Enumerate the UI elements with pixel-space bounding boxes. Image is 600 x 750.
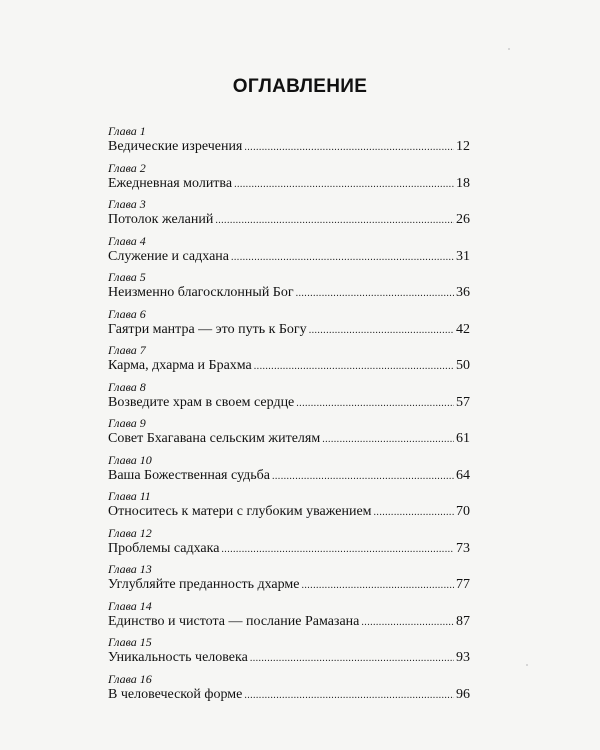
chapter-title: Карма, дхарма и Брахма xyxy=(108,358,252,373)
chapter-label: Глава 13 xyxy=(108,562,152,576)
toc-line xyxy=(108,576,470,594)
chapter-label: Глава 2 xyxy=(108,160,146,175)
toc-line xyxy=(108,503,470,521)
dot-leader xyxy=(272,468,454,486)
chapter-title: Гаятри мантра — это путь к Богу xyxy=(108,321,307,337)
toc-entry xyxy=(108,453,470,490)
page-title: ОГЛАВЛЕНИЕ xyxy=(232,76,368,97)
chapter-label: Глава 1 xyxy=(108,124,146,138)
toc-line xyxy=(108,138,470,156)
chapter-title: Ежедневная молитва xyxy=(108,175,233,191)
page-number: 96 xyxy=(456,686,470,702)
page-number: 26 xyxy=(456,212,470,227)
chapter-title: Потолок желаний xyxy=(108,212,214,227)
toc-entry xyxy=(108,526,470,563)
dot-leader xyxy=(296,285,454,303)
toc-entry xyxy=(108,343,470,380)
page-number: 93 xyxy=(456,650,470,665)
chapter-label: Глава 8 xyxy=(108,379,146,394)
dot-leader xyxy=(221,541,454,559)
chapter-label: Глава 14 xyxy=(108,598,152,613)
toc-line xyxy=(108,211,470,229)
chapter-label: Глава 3 xyxy=(108,197,146,211)
chapter-label: Глава 5 xyxy=(108,270,146,284)
toc-entry xyxy=(108,635,470,672)
page-number: 31 xyxy=(456,248,470,264)
chapter-title: Единство и чистота — послание Рамазана xyxy=(108,613,360,629)
toc-entry xyxy=(108,489,470,526)
chapter-title: Относитесь к матери с глубоким уважением xyxy=(108,504,372,519)
chapter-label: Глава 7 xyxy=(108,343,146,357)
chapter-label: Глава 6 xyxy=(108,306,146,321)
toc-entry xyxy=(108,124,470,161)
chapter-label: Глава 16 xyxy=(108,671,152,686)
page-number: 42 xyxy=(456,321,470,337)
toc-line xyxy=(108,430,470,448)
dot-leader xyxy=(296,395,454,413)
toc-line xyxy=(108,613,470,631)
chapter-label: Глава 11 xyxy=(108,489,151,503)
table-of-contents xyxy=(108,124,470,708)
toc-entry xyxy=(108,672,470,709)
chapter-title: Проблемы садхака xyxy=(108,540,220,556)
chapter-title: Неизменно благосклонный Бог xyxy=(108,285,294,300)
chapter-label: Глава 12 xyxy=(108,525,152,540)
chapter-title: Совет Бхагавана сельским жителям xyxy=(108,431,321,446)
dot-leader xyxy=(254,358,454,376)
dot-leader xyxy=(215,212,454,230)
dot-leader xyxy=(322,431,454,449)
chapter-title: Ведические изречения xyxy=(108,139,243,154)
page-number: 50 xyxy=(456,358,470,373)
dot-leader xyxy=(231,249,454,267)
chapter-title: Уникальность человека xyxy=(108,650,248,665)
toc-entry xyxy=(108,307,470,344)
toc-entry xyxy=(108,562,470,599)
toc-entry xyxy=(108,270,470,307)
toc-entry xyxy=(108,380,470,417)
dot-leader xyxy=(374,504,454,522)
chapter-label: Глава 15 xyxy=(108,635,152,649)
dot-leader xyxy=(244,139,454,157)
chapter-title: Служение и садхана xyxy=(108,248,229,264)
toc-entry xyxy=(108,599,470,636)
toc-entry xyxy=(108,234,470,271)
toc-line xyxy=(108,649,470,667)
chapter-label: Глава 9 xyxy=(108,416,146,430)
page-number: 36 xyxy=(456,285,470,300)
dot-leader xyxy=(250,650,454,668)
page-number: 61 xyxy=(456,431,470,446)
page-number: 77 xyxy=(456,577,470,592)
toc-line xyxy=(108,284,470,302)
dot-leader xyxy=(244,687,454,705)
dot-leader xyxy=(301,577,454,595)
toc-entry xyxy=(108,416,470,453)
chapter-title: Углубляйте преданность дхарме xyxy=(108,577,300,592)
toc-line xyxy=(108,321,470,339)
page-number: 73 xyxy=(456,540,470,556)
chapter-label: Глава 10 xyxy=(108,452,152,467)
chapter-label: Глава 4 xyxy=(108,233,146,248)
chapter-title: Ваша Божественная судьба xyxy=(108,467,270,483)
page-number: 87 xyxy=(456,613,470,629)
toc-line xyxy=(108,394,470,412)
paper-speck xyxy=(508,48,510,50)
toc-line xyxy=(108,467,470,485)
toc-entry xyxy=(108,197,470,234)
dot-leader xyxy=(234,176,454,194)
page-number: 12 xyxy=(456,139,470,154)
toc-line xyxy=(108,357,470,375)
toc-line xyxy=(108,686,470,704)
paper-speck xyxy=(526,664,528,666)
chapter-title: Возведите храм в своем сердце xyxy=(108,394,295,410)
page-number: 70 xyxy=(456,504,470,519)
dot-leader xyxy=(309,322,454,340)
chapter-title: В человеческой форме xyxy=(108,686,243,702)
page-number: 57 xyxy=(456,394,470,410)
page-number: 64 xyxy=(456,467,470,483)
toc-entry xyxy=(108,161,470,198)
toc-line xyxy=(108,175,470,193)
page-number: 18 xyxy=(456,175,470,191)
toc-line xyxy=(108,248,470,266)
toc-line xyxy=(108,540,470,558)
dot-leader xyxy=(361,614,454,632)
